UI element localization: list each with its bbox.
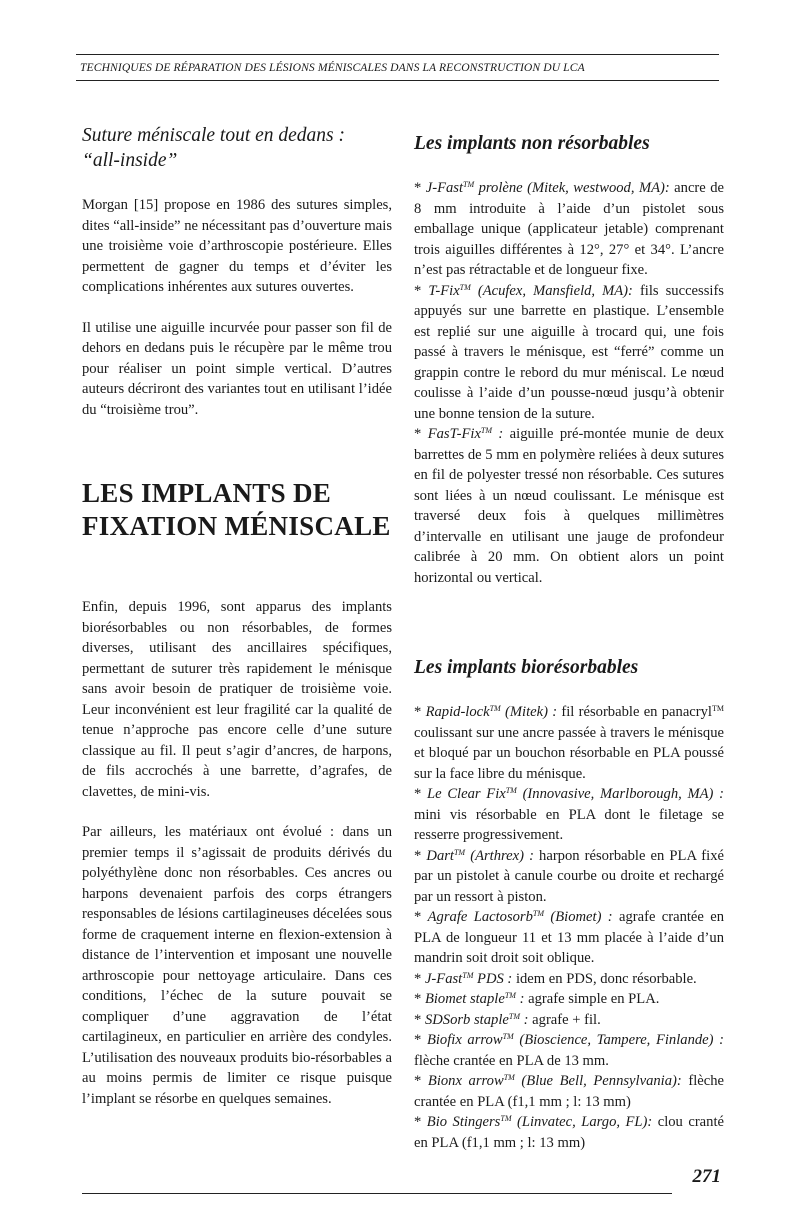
paragraph: Morgan [15] propose en 1986 des sutures simples, dites “all-inside” ne nécessitant pas d’ouverture mais une troisième voie d’arthroscopie postérieure. Elles permettent de gagner du temps et d’éviter les complications inhérentes aux sutures ouvertes. [82,197,392,295]
running-header: TECHNIQUES DE RÉPARATION DES LÉSIONS MÉNISCALES DANS LA RECONSTRUCTION DU LCA [80,61,585,74]
list-item: * Agrafe Lactosorb™ (Biomet) : agrafe crantée en PLA de longueur 11 et 13 mm placée à l’aide d’un mandrin soit droit soit oblique. [414,909,725,966]
list-item: * Le Clear Fix™ (Innovasive, Marlborough, MA) : mini vis résorbable en PLA dont le filetage se resserre progressivement. [414,786,724,843]
list-item: * Bionx arrow™ (Blue Bell, Pennsylvania): flèche crantée en PLA (f1,1 mm ; l: 13 mm) [414,1073,724,1110]
left-text-block-2 [82,597,392,1109]
paragraph: Par ailleurs, les matériaux ont évolué : dans un premier temps il s’agissait de produits dérivés du polyéthylène donc non résorbables. Ces ancres ou harpons devenaient parfois des corps étrangers responsables de lésions cartilagineuses décelées sous forme de craquement interne en flexion-extension à distance de l’intervention et imposant une nouvelle arthroscopie pour nettoyage articulaire. Dans ces conditions, l’échec de la suture pouvait se compliquer d’une aggravation de l’état cartilagineux, en particulier en arrière des condyles. L’utilisation des nouveaux produits bio-résorbables a au moins permis de limiter ce risque puisque l’implant se résorbe en quelques semaines. [82,824,392,1107]
paragraph: Il utilise une aiguille incurvée pour passer son fil de dehors en dedans puis le récupère par le même trou pour réaliser un point simple vertical. D’autres auteurs décriront des variantes tout en utilisant l’idée du “troisième trou”. [82,319,392,418]
header-rule [76,80,719,81]
section-heading-line: LES IMPLANTS DE [82,478,332,508]
list-item: * Biomet staple™ : agrafe simple en PLA. [414,991,660,1007]
subheading-all-inside [82,123,392,173]
list-item: * J-Fast™ PDS : idem en PDS, donc résorbable. [414,970,697,987]
left-text-block-1 [82,195,392,420]
list-item: * J-Fast™ prolène (Mitek, westwood, MA): ancre de 8 mm introduite à l’aide d’un pistolet sous emballage unique (applicateur jetable) comprenant trois aiguilles différentes à 12°, 27° et 34°. L’ancre n’est pas rétractable et de longueur fixe. [414,180,724,278]
section-heading [82,477,402,543]
footer-rule [82,1193,672,1194]
list-item: * Dart™ (Arthrex) : harpon résorbable en PLA fixé par un pistolet à canule courbe ou droite et rechargé par un ressort à piston. [414,847,724,905]
page-number: 271 [692,1166,721,1187]
biores-list [414,702,724,1153]
list-item: * Biofix arrow™ (Bioscience, Tampere, Finlande) : flèche crantée en PLA de 13 mm. [414,1032,724,1069]
list-item: * FasT-Fix™ : aiguille pré-montée munie de deux barrettes de 5 mm en polymère reliées à deux sutures en fil de polyester tressé non résorbable. Ces sutures sont liées à un nœud coulissant. Le ménisque est traversé deux fois à quelques millimètres d’intervalle en utilisant une jauge de profondeur calibrée à 20 mm. On obtient alors un point horizontal ou vertical. [414,426,725,586]
list-item: * Bio Stingers™ (Linvatec, Largo, FL): clou cranté en PLA (f1,1 mm ; l: 13 mm) [414,1114,724,1151]
nonres-list [414,178,724,588]
paragraph: Enfin, depuis 1996, sont apparus des implants biorésorbables ou non résorbables, de formes diverses, utilisant des ancillaires spécifiques, permettant de suturer très rapidement le ménisque sans avoir besoin de pratiquer de troisième voie. Leur inconvénient est leur fragilité car la qualité de tenue n’approche pas encore celle d’une suture classique au fil. Il peut s’agir d’ancres, de harpons, de fils accrochés à une barrette, d’agrafes, de clavettes, de mini-vis. [82,599,392,800]
subheading-biores: Les implants biorésorbables [414,657,639,678]
section-heading-line: FIXATION MÉNISCALE [82,511,391,541]
subheading-line: Suture méniscale tout en dedans : [82,125,346,146]
list-item: * SDSorb staple™ : agrafe + fil. [414,1011,601,1028]
list-item: * T-Fix™ (Acufex, Mansfield, MA): fils successifs appuyés sur une barrette en plastique. L’ensemble est replié sur une aiguille à trocard qui, une fois passé à travers le ménisque, est “ferré” comme un grappin contre le rebord du mur méniscal. Le nœud coulisse à l’aide d’un pousse-nœud jusqu’à obtenir une bonne tension de la suture. [414,282,724,422]
list-item: * Rapid-lock™ (Mitek) : fil résorbable en panacryl™ coulissant sur une ancre passée à travers le ménisque et bloqué par un bouchon résorbable en PLA poussé sur la face libre du ménisque. [414,704,724,782]
subheading-nonres: Les implants non résorbables [414,133,650,154]
top-rule [76,54,719,55]
subheading-line: “all-inside” [82,150,178,171]
